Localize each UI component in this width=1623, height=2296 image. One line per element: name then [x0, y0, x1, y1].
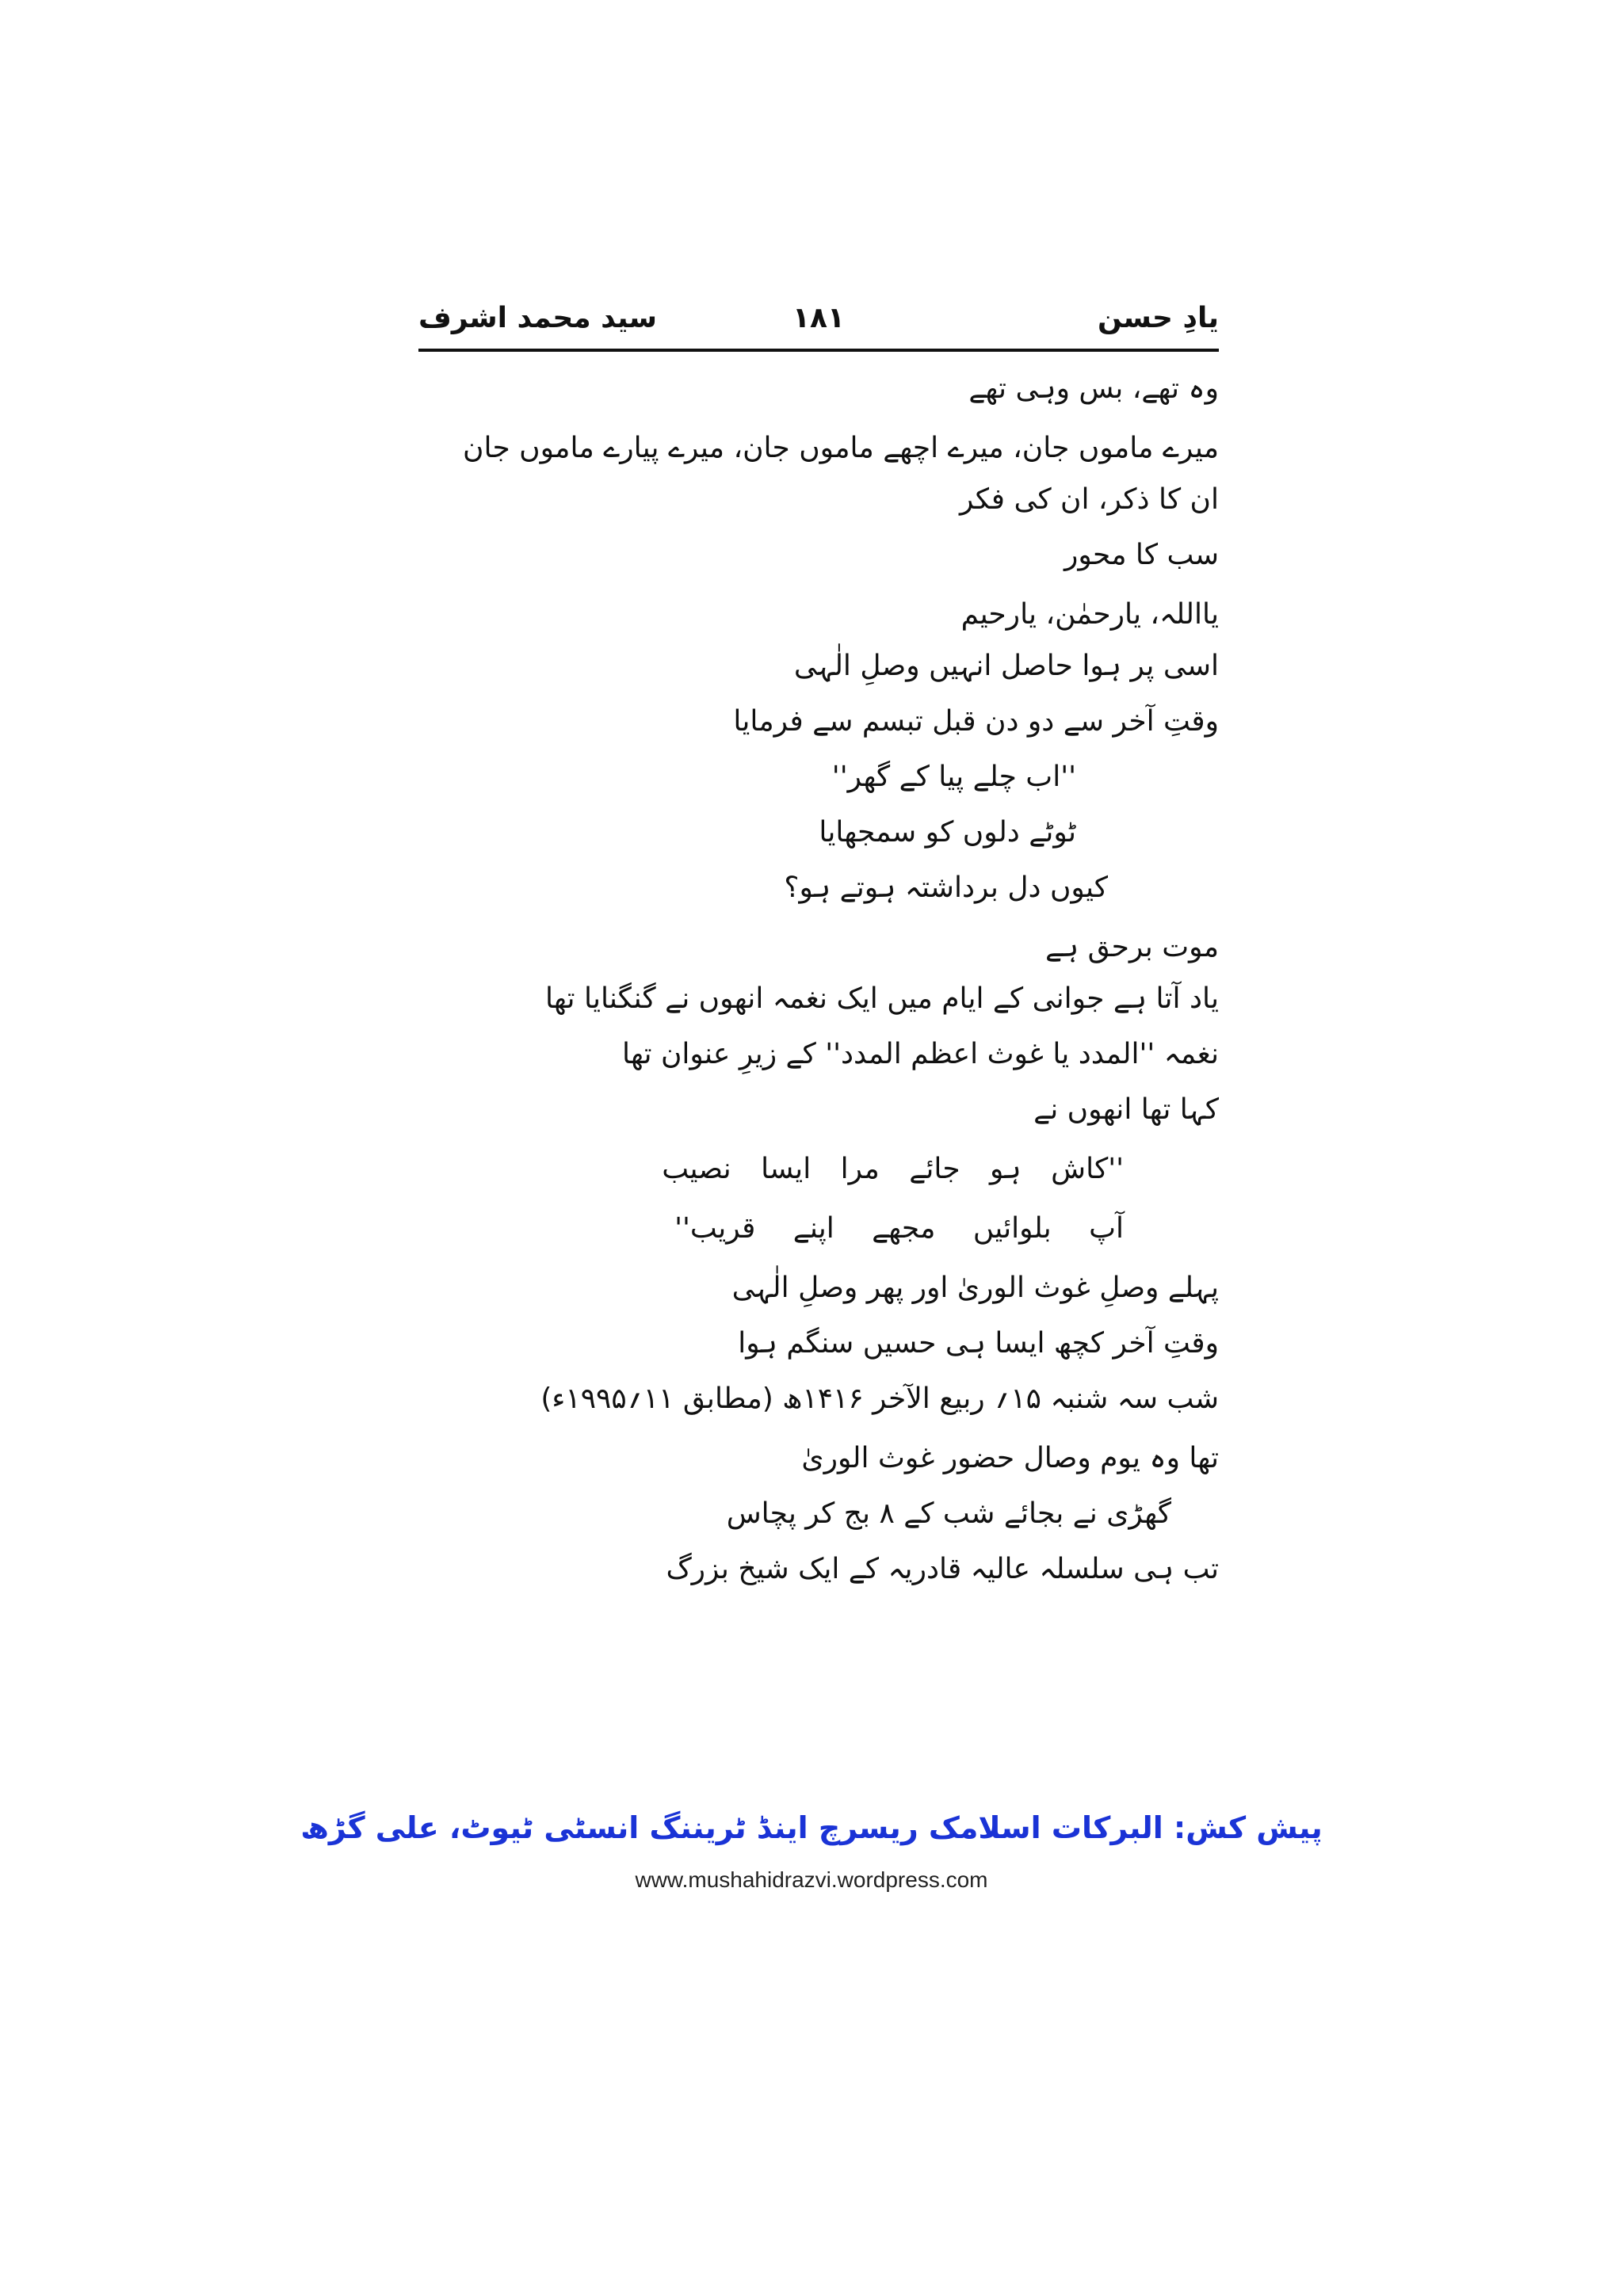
poem-line: ٹوٹے دلوں کو سمجھایا: [819, 816, 1076, 849]
poem-line: یاد آتا ہے جوانی کے ایام میں ایک نغمہ انھوں نے گنگنایا تھا: [544, 982, 1219, 1015]
poem-body: [418, 372, 1219, 1719]
website-url: www.mushahidrazvi.wordpress.com: [635, 1867, 988, 1892]
poem-line: یااللہ، یارحمٰن، یارحیم: [960, 598, 1219, 631]
poem-line: شب سہ شنبہ ۱۵؍ ربیع الآخر ۱۴۱۶ھ (مطابق ۱۱؍۱۹۹۵ء): [540, 1383, 1219, 1415]
poem-line: اسی پر ہوا حاصل انہیں وصلِ الٰہی: [793, 650, 1219, 682]
running-header: [418, 277, 1219, 352]
poem-line: کیوں دل برداشتہ ہوتے ہو؟: [784, 871, 1108, 904]
verse-line: آپ بلوائیں مجھے اپنے قریب'': [674, 1212, 1124, 1245]
poem-line: موت برحق ہے: [1044, 931, 1219, 963]
poem-line: سب کا محور: [1064, 539, 1219, 571]
poem-line: ان کا ذکر، ان کی فکر: [960, 483, 1219, 516]
poem-line: وقتِ آخر سے دو دن قبل تبسم سے فرمایا: [733, 705, 1219, 738]
publisher-credit: پیش کش: البرکات اسلامک ریسرچ اینڈ ٹریننگ انسٹی ٹیوٹ، علی گڑھ: [300, 1810, 1323, 1845]
poem-line: ''اب چلے پیا کے گھر'': [831, 761, 1076, 793]
poem-line: نغمہ ''المدد یا غوث اعظم المدد'' کے زیرِ عنوان تھا: [621, 1038, 1219, 1070]
poem-line: وقتِ آخر کچھ ایسا ہی حسیں سنگم ہوا: [738, 1327, 1219, 1360]
page-number: ۱۸۱: [792, 302, 845, 334]
poem-line: پہلے وصلِ غوث الوریٰ اور پھر وصلِ الٰہی: [731, 1272, 1219, 1304]
poem-line: میرے ماموں جان، میرے اچھے ماموں جان، میرے پیارے ماموں جان: [463, 432, 1219, 464]
poem-line: گھڑی نے بجائے شب کے ۸ بج کر پچاس: [726, 1497, 1171, 1530]
book-title: یادِ حسن: [1097, 302, 1219, 334]
poem-line: تب ہی سلسلہ عالیہ قادریہ کے ایک شیخ بزرگ: [666, 1553, 1219, 1585]
verse-line: ''کاش ہو جائے مرا ایسا نصیب: [662, 1153, 1124, 1185]
author-name: سید محمد اشرف: [418, 302, 658, 334]
poem-line: کہا تھا انھوں نے: [1033, 1093, 1219, 1126]
page-footer: [0, 1810, 1623, 1893]
poem-line: تھا وہ یوم وصال حضور غوث الوریٰ: [801, 1442, 1219, 1474]
poem-line: وہ تھے، بس وہی تھے: [968, 372, 1219, 405]
